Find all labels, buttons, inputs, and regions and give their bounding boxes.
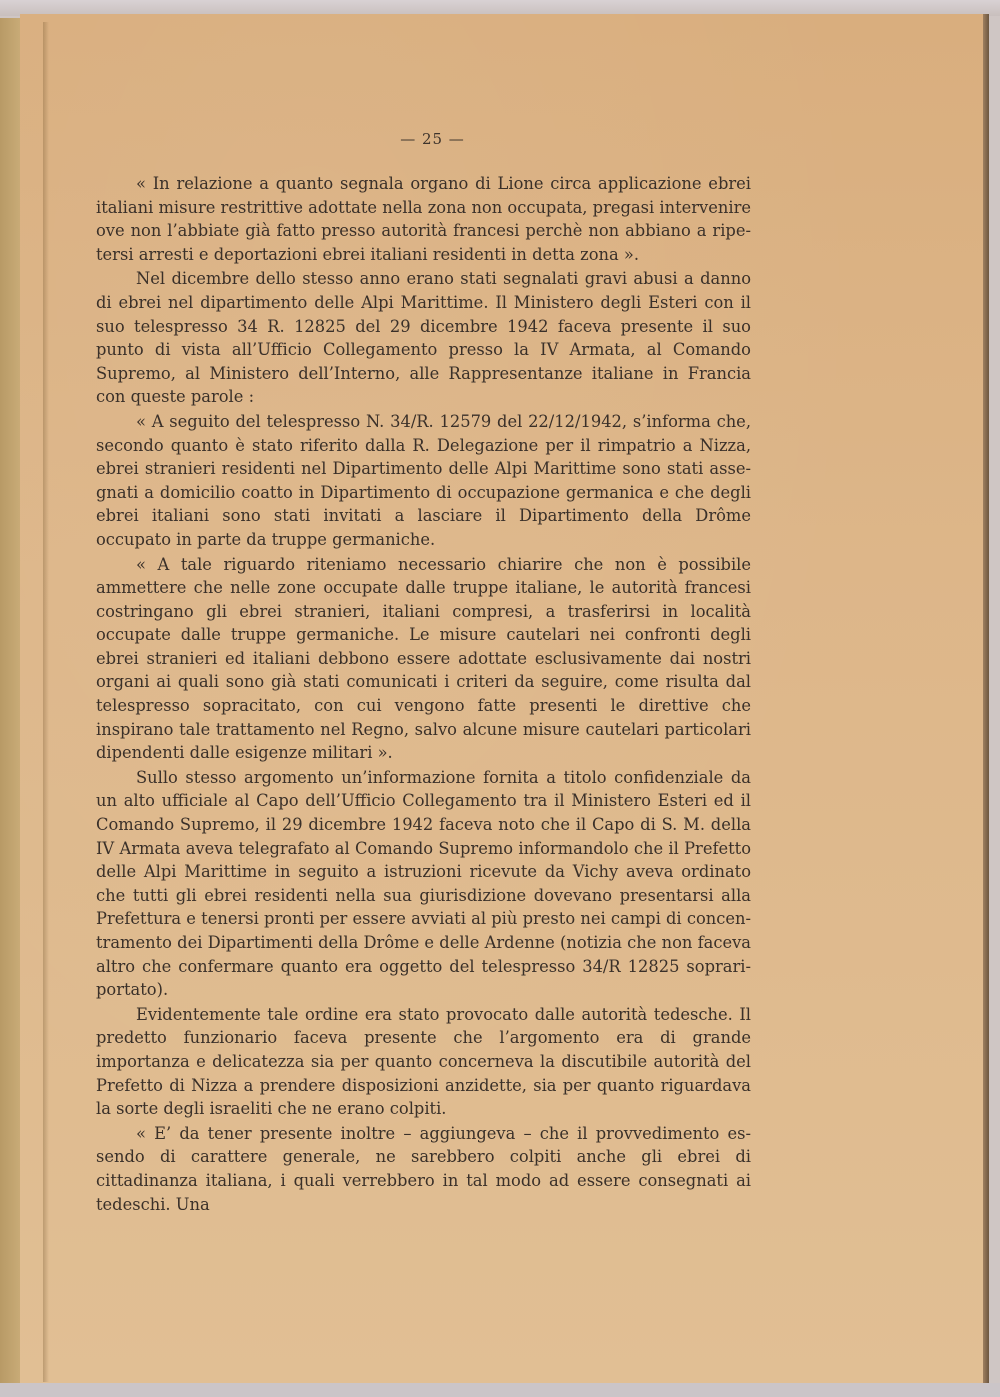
paragraph-quote-telespresso: « A seguito del telespresso N. 34/R. 12579 del 22/12/1942, s’informa che, secondo quanto è stato riferito dalla R. Delegazione per il rimpatrio a Nizza, ebrei stranieri residenti nel Dipartimento delle Alpi Marittime sono stati assegnati a domicilio coatto in Dipartimento di occupazione germanica e che degli ebrei italiani sono stati invitati a lasciare il Dipartimento della Drôme occupato in parte da truppe germaniche. — [96, 411, 751, 549]
paragraph-quote-riguardo: « A tale riguardo riteniamo necessario chiarire che non è possibile ammettere che nelle zone occupate dalle truppe italiane, le autorità francesi costringano gli ebrei stranieri, italiani compresi, a trasferirsi in località occupate dalle truppe germaniche. Le misure cautelari nei confronti degli ebrei stranieri ed italiani debbono essere adottate esclusivamente dai nostri organi ai quali sono già stati comunicati i criteri da seguire, come risulta dal telespresso sopracitato, con cui vengono fatte presenti le direttive che inspirano tale trattamento nel Regno, salvo alcune misure cautelari particolari dipendenti dalle esigenze militari ». — [96, 554, 751, 763]
paragraph-alpi-marittime: Nel dicembre dello stesso anno erano stati segnalati gravi abusi a danno di ebrei nel dipartimento delle Alpi Marittime. Il Ministero degli Esteri con il suo telespresso 34 R. 12825 del 29 dicembre 1942 faceva presente il suo punto di vista all’Ufficio Collegamento presso la IV Armata, al Comando Supremo, al Ministero dell’Interno, alle Rappresentanze italiane in Francia con queste parole : — [96, 269, 751, 407]
page-stack-edge — [983, 14, 989, 1383]
page-gutter-shadow — [43, 22, 49, 1382]
paragraph-ordine-tedesco: Evidentemente tale ordine era stato provocato dalle autorità tedesche. Il predetto funzionario faceva presente che l’argomento era di grande importanza e delicatezza sia per quanto concerneva la discutibile autorità del Prefetto di Nizza a prendere disposizioni anzidette, sia per quanto riguardava la sorte degli israeliti che ne erano colpiti. — [96, 1004, 751, 1119]
document-page — [20, 14, 987, 1383]
page-number: — 25 — — [400, 130, 465, 148]
scanner-background-bottom — [0, 1383, 1000, 1397]
body-text — [96, 172, 751, 1216]
paragraph-quote-lione: « In relazione a quanto segnala organo di Lione circa applicazione ebrei italiani misure restrittive adottate nella zona non occupata, pregasi intervenire ove non l’abbiate già fatto presso autorità francesi perchè non abbiano a ripetersi arresti e deportazioni ebrei italiani residenti in detta zona ». — [96, 174, 751, 264]
paragraph-informazione-confidenziale: Sullo stesso argomento un’informazione fornita a titolo confidenziale da un alto ufficiale al Capo dell’Ufficio Collegamento tra il Ministero Esteri ed il Comando Supremo, il 29 dicembre 1942 faceva noto che il Capo di S. M. della IV Armata aveva telegrafato al Comando Supremo informandolo che il Prefetto delle Alpi Marittime in seguito a istruzioni ricevute da Vichy aveva ordinato che tutti gli ebrei residenti nella sua giurisdizione dovevano presentarsi alla Prefettura e tenersi pronti per essere avviati al più presto nei campi di concentramento dei Dipartimenti della Drôme e delle Ardenne (notizia che non faceva altro che confermare quanto era oggetto del telespresso 34/R 12825 soprariportato). — [96, 767, 751, 1000]
paragraph-quote-provvedimento: « E’ da tener presente inoltre – aggiungeva – che il provvedimento essendo di carattere generale, ne sarebbero colpiti anche gli ebrei di cittadinanza italiana, i quali verrebbero in tal modo ad essere consegnati ai tedeschi. Una — [96, 1123, 751, 1214]
